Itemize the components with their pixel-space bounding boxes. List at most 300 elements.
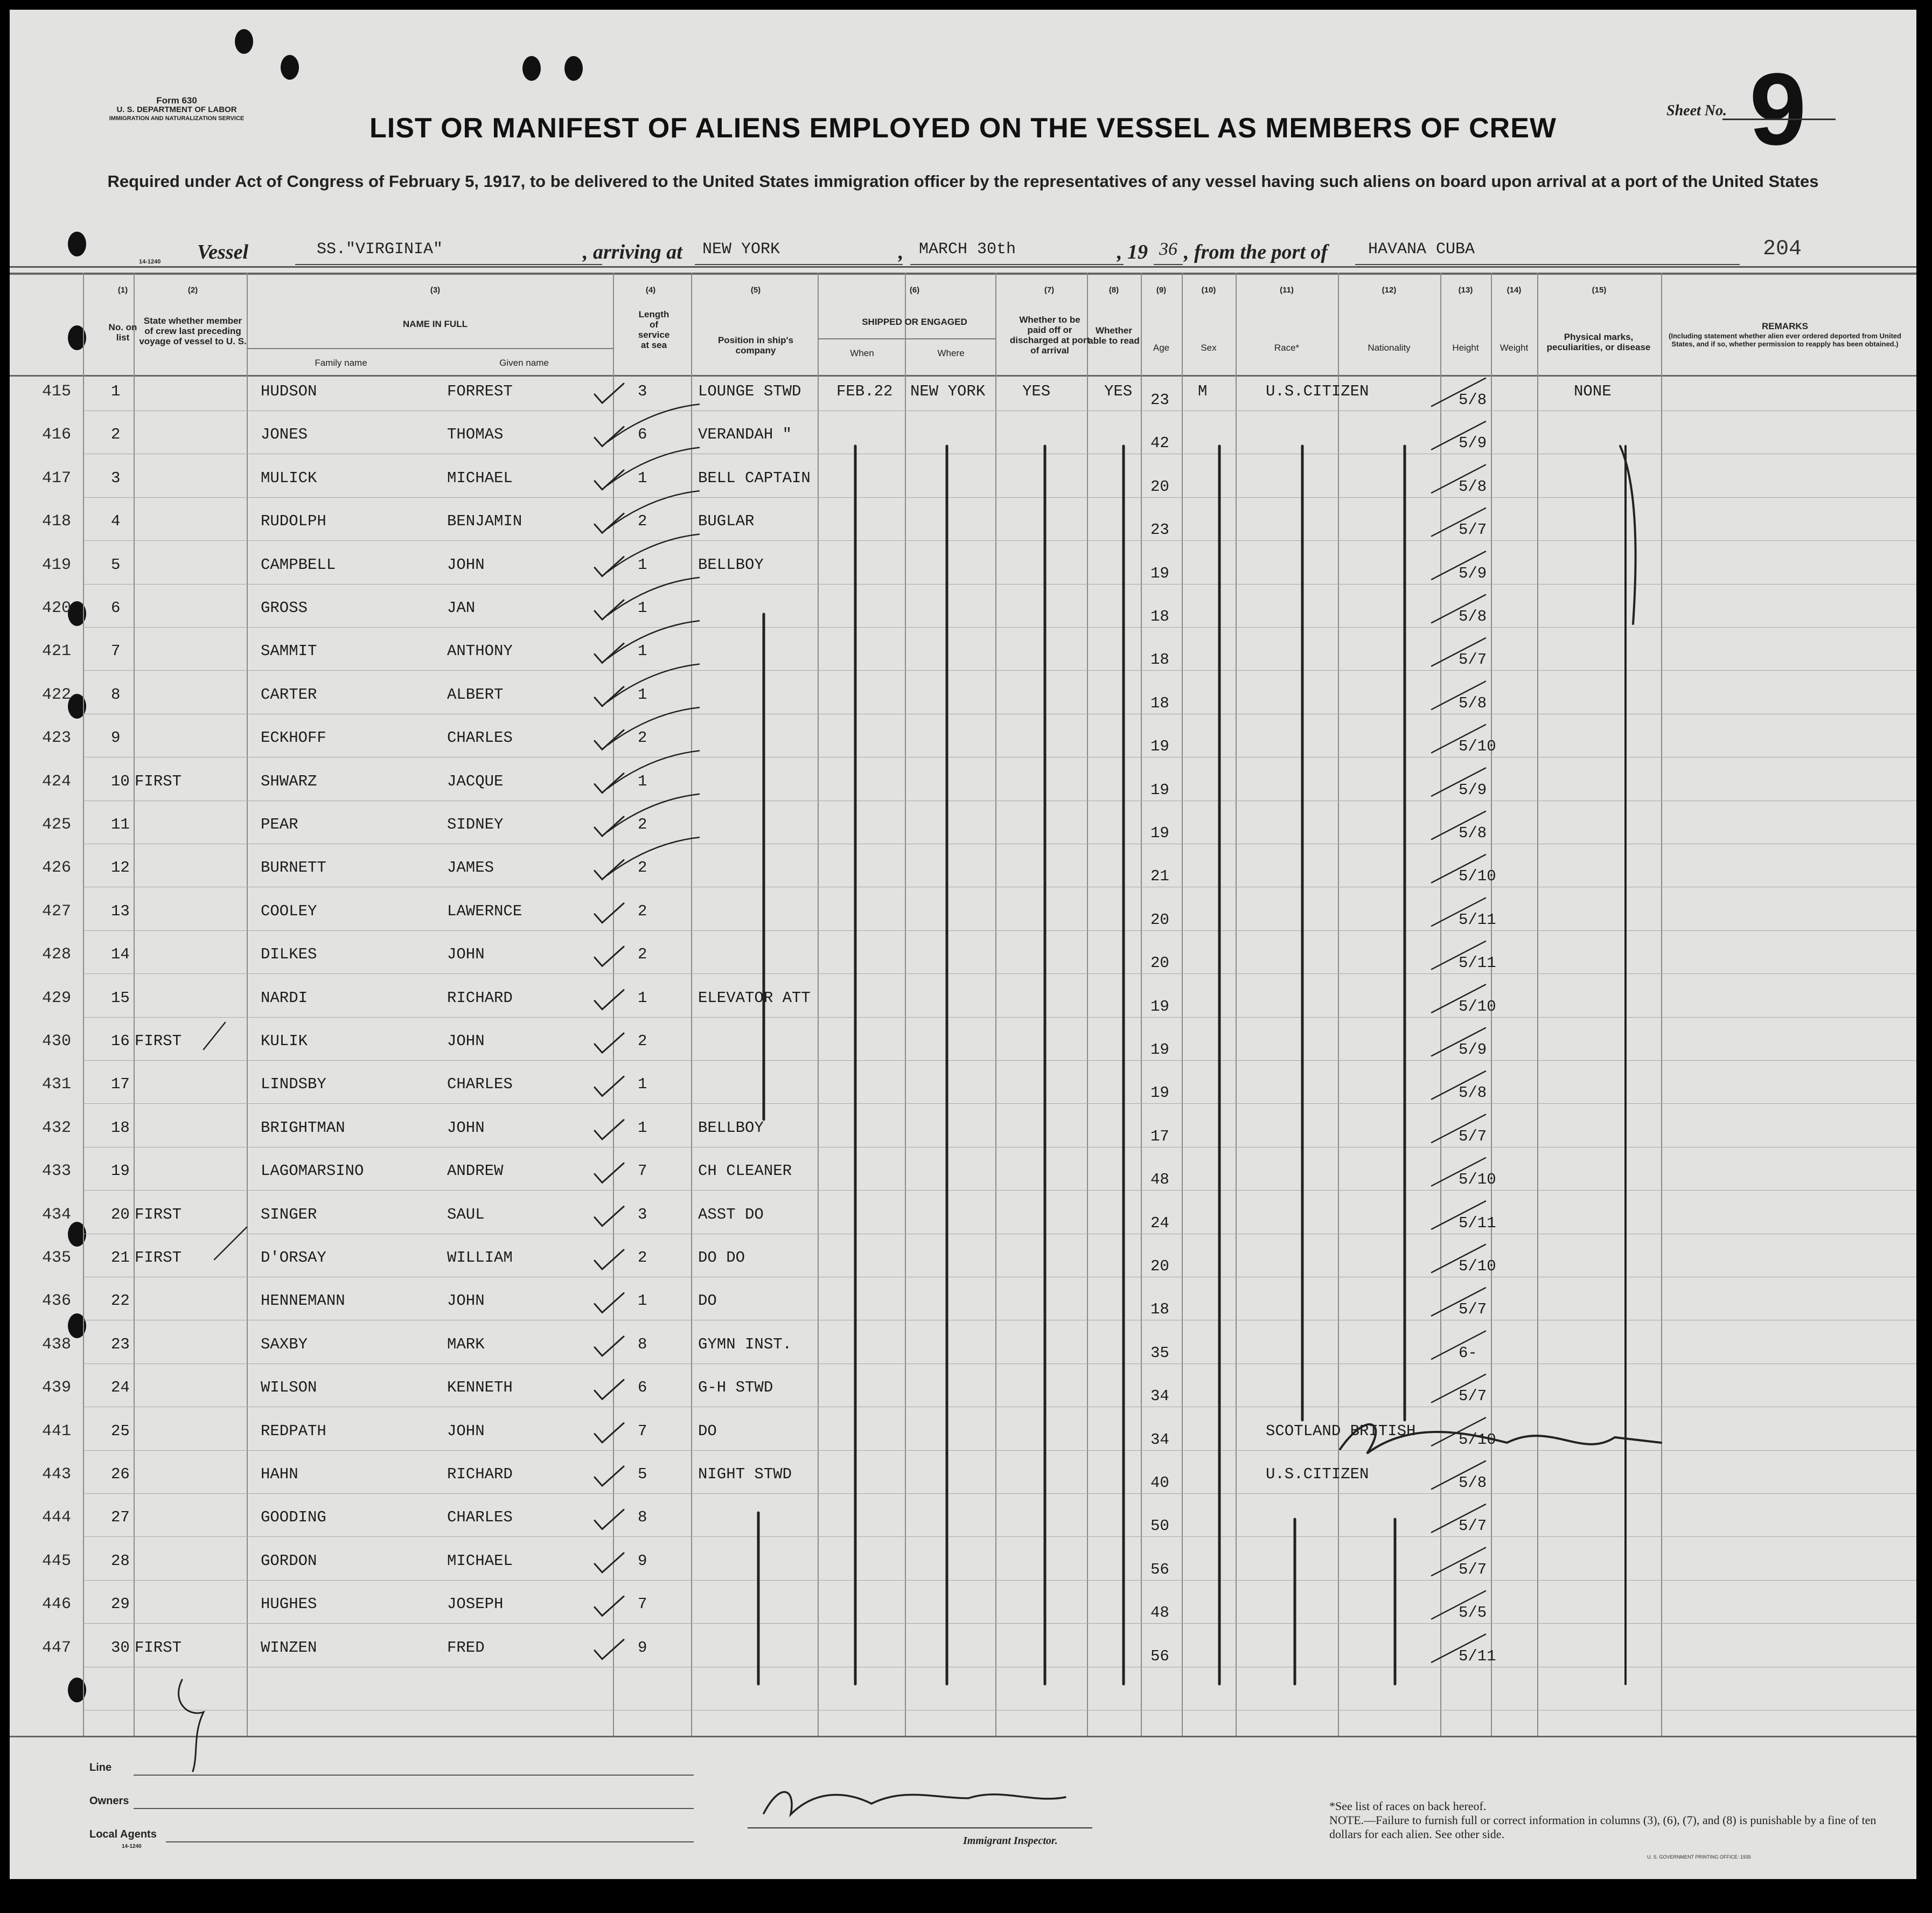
cell-pos: BELLBOY bbox=[698, 1118, 764, 1137]
service-curve-mark bbox=[608, 621, 699, 658]
cell-n: 13 bbox=[111, 902, 130, 920]
punch-hole bbox=[564, 56, 583, 81]
cell-n: 3 bbox=[111, 469, 121, 487]
footer-agents-label: Local Agents bbox=[89, 1828, 157, 1840]
cell-ht: 5/11 bbox=[1459, 1647, 1496, 1665]
cell-age: 20 bbox=[1150, 1257, 1169, 1275]
col3-number: (3) bbox=[430, 286, 441, 295]
margin-number: 444 bbox=[42, 1508, 72, 1527]
arrival-date: MARCH 30th bbox=[910, 240, 1124, 265]
cell-pos: BELLBOY bbox=[698, 555, 764, 574]
cell-fam: BRIGHTMAN bbox=[261, 1118, 345, 1137]
margin-number: 430 bbox=[42, 1032, 72, 1051]
cell-fam: GORDON bbox=[261, 1552, 317, 1570]
cell-ht: 5/10 bbox=[1459, 1257, 1496, 1275]
cell-prev: FIRST bbox=[135, 1032, 182, 1050]
row-rule bbox=[83, 1623, 1916, 1624]
cell-pos: DO bbox=[698, 1422, 717, 1440]
col4-header: Length of service at sea bbox=[638, 309, 670, 350]
arrival-year: 36 bbox=[1154, 240, 1183, 265]
cell-giv: WILLIAM bbox=[447, 1249, 513, 1267]
margin-number: 443 bbox=[42, 1465, 72, 1484]
margin-number: 436 bbox=[42, 1292, 72, 1311]
cell-svc: 1 bbox=[638, 685, 647, 704]
cell-age: 48 bbox=[1150, 1604, 1169, 1622]
cell-svc: 1 bbox=[638, 1118, 647, 1137]
sheet-number: 9 bbox=[1749, 52, 1807, 166]
check-mark bbox=[595, 1423, 624, 1443]
cell-n: 29 bbox=[111, 1595, 130, 1613]
check-mark bbox=[595, 1033, 624, 1053]
inspector-label: Immigrant Inspector. bbox=[963, 1835, 1058, 1847]
margin-number: 429 bbox=[42, 989, 72, 1007]
service-curve-mark bbox=[608, 664, 699, 702]
page-title: LIST OR MANIFEST OF ALIENS EMPLOYED ON THE VESSEL AS MEMBERS OF CREW bbox=[369, 113, 1557, 144]
cell-pos: ELEVATOR ATT bbox=[698, 989, 811, 1007]
cell-fam: JONES bbox=[261, 426, 308, 444]
footer-owners-label: Owners bbox=[89, 1795, 129, 1807]
cell-giv: CHARLES bbox=[447, 1508, 513, 1527]
cell-n: 10 bbox=[111, 772, 130, 790]
column-rule bbox=[995, 273, 996, 1736]
footer-line-label: Line bbox=[89, 1762, 112, 1773]
cell-n: 8 bbox=[111, 685, 121, 704]
col1-header: No. on list bbox=[108, 322, 137, 343]
cell-n: 24 bbox=[111, 1379, 130, 1397]
cell-ht: 5/11 bbox=[1459, 954, 1496, 972]
cell-ht: 5/10 bbox=[1459, 1171, 1496, 1189]
cell-fam: NARDI bbox=[261, 989, 308, 1007]
form-number-label: Form 630 bbox=[156, 95, 197, 106]
row-rule bbox=[83, 584, 1916, 585]
footnote bbox=[1319, 1799, 1884, 1841]
margin-number: 434 bbox=[42, 1205, 72, 1224]
table-bottom-rule bbox=[10, 1736, 1916, 1737]
cell-ht: 5/8 bbox=[1459, 1474, 1487, 1492]
cell-giv: JOHN bbox=[447, 1032, 485, 1050]
cell-fam: WINZEN bbox=[261, 1638, 317, 1657]
check-mark bbox=[595, 687, 624, 706]
service-curve-mark bbox=[608, 707, 699, 745]
cell-ht: 5/10 bbox=[1459, 867, 1496, 886]
cell-n: 15 bbox=[111, 989, 130, 1007]
check-mark bbox=[595, 1120, 624, 1139]
remarks-title: REMARKS bbox=[1762, 321, 1808, 331]
cell-age: 20 bbox=[1150, 910, 1169, 929]
cell-svc: 1 bbox=[638, 555, 647, 574]
footer-agents-field bbox=[166, 1841, 694, 1842]
col10-number: (10) bbox=[1201, 286, 1216, 295]
col7-number: (7) bbox=[1044, 286, 1055, 295]
cell-marks: NONE bbox=[1574, 382, 1612, 400]
row-rule bbox=[83, 930, 1916, 931]
column-rule bbox=[613, 273, 614, 1736]
cell-svc: 6 bbox=[638, 426, 647, 444]
cell-giv: RICHARD bbox=[447, 989, 513, 1007]
margin-number: 417 bbox=[42, 469, 72, 488]
cell-svc: 1 bbox=[638, 989, 647, 1007]
col9-header: Age bbox=[1153, 343, 1170, 353]
col9-number: (9) bbox=[1156, 286, 1167, 295]
cell-giv: THOMAS bbox=[447, 426, 504, 444]
cell-age: 56 bbox=[1150, 1647, 1169, 1665]
cell-age: 18 bbox=[1150, 608, 1169, 625]
cell-read: YES bbox=[1104, 382, 1133, 400]
cell-giv: MICHAEL bbox=[447, 469, 513, 487]
col5-number: (5) bbox=[750, 286, 761, 295]
cell-age: 18 bbox=[1150, 694, 1169, 712]
cell-giv: JOHN bbox=[447, 1292, 485, 1310]
column-rule bbox=[1141, 273, 1142, 1736]
cell-giv: SAUL bbox=[447, 1205, 485, 1223]
cell-svc: 1 bbox=[638, 772, 647, 790]
check-mark bbox=[595, 1553, 624, 1573]
cell-fam: HENNEMANN bbox=[261, 1292, 345, 1310]
manifest-sheet bbox=[10, 10, 1916, 1879]
cell-fam: LINDSBY bbox=[261, 1075, 326, 1094]
cell-fam: GOODING bbox=[261, 1508, 326, 1527]
cell-n: 18 bbox=[111, 1118, 130, 1137]
margin-number: 424 bbox=[42, 772, 72, 791]
cell-age: 40 bbox=[1150, 1474, 1169, 1492]
service-label: IMMIGRATION AND NATURALIZATION SERVICE bbox=[109, 115, 245, 122]
col14-number: (14) bbox=[1506, 286, 1522, 295]
check-mark bbox=[595, 470, 624, 490]
check-mark bbox=[595, 1076, 624, 1096]
date-comma: , bbox=[898, 241, 904, 263]
cell-pos: BUGLAR bbox=[698, 512, 755, 531]
margin-number: 422 bbox=[42, 685, 72, 704]
printing-office: U. S. GOVERNMENT PRINTING OFFICE: 1935 bbox=[1647, 1854, 1751, 1860]
cell-fam: SAXBY bbox=[261, 1335, 308, 1353]
cell-svc: 1 bbox=[638, 469, 647, 487]
cell-age: 34 bbox=[1150, 1430, 1169, 1449]
subheader-rule bbox=[818, 338, 995, 339]
margin-number: 415 bbox=[42, 382, 72, 401]
cell-fam: KULIK bbox=[261, 1032, 308, 1050]
cell-giv: JOHN bbox=[447, 945, 485, 964]
cell-giv: CHARLES bbox=[447, 1075, 513, 1094]
cell-n: 22 bbox=[111, 1292, 130, 1310]
page-subtitle: Required under Act of Congress of February 5, 1917, to be delivered to the United States immigration officer by the representatives of any vessel having such aliens on board upon arrival at a port of the United States bbox=[107, 172, 1819, 191]
cell-ht: 5/7 bbox=[1459, 651, 1487, 669]
cell-svc: 2 bbox=[638, 1032, 647, 1050]
cell-ht: 5/11 bbox=[1459, 1214, 1496, 1232]
cell-giv: JOSEPH bbox=[447, 1595, 504, 1613]
cell-giv: ANTHONY bbox=[447, 642, 513, 660]
cell-giv: FORREST bbox=[447, 382, 513, 400]
cell-pos: DO bbox=[698, 1292, 717, 1310]
cell-prev: FIRST bbox=[135, 1249, 182, 1267]
cell-age: 23 bbox=[1150, 521, 1169, 539]
row-rule bbox=[83, 627, 1916, 628]
arriving-label: , arriving at bbox=[583, 241, 682, 263]
row-rule bbox=[83, 1536, 1916, 1537]
col6-header: SHIPPED OR ENGAGED bbox=[862, 317, 967, 327]
cell-age: 19 bbox=[1150, 997, 1169, 1015]
cell-fam: CAMPBELL bbox=[261, 555, 336, 574]
cell-fam: DILKES bbox=[261, 945, 317, 964]
check-mark bbox=[595, 427, 624, 446]
cell-age: 21 bbox=[1150, 867, 1169, 886]
col12-header: Nationality bbox=[1368, 343, 1411, 353]
cell-age: 24 bbox=[1150, 1214, 1169, 1232]
cell-fam: SAMMIT bbox=[261, 642, 317, 660]
cell-pos: VERANDAH " bbox=[698, 426, 792, 444]
cell-age: 19 bbox=[1150, 1084, 1169, 1102]
col5-header: Position in ship's company bbox=[717, 335, 794, 356]
cell-fam: HAHN bbox=[261, 1465, 298, 1483]
cell-svc: 7 bbox=[638, 1422, 647, 1440]
cell-n: 16 bbox=[111, 1032, 130, 1050]
cell-svc: 1 bbox=[638, 642, 647, 660]
margin-number: 439 bbox=[42, 1379, 72, 1397]
cell-giv: KENNETH bbox=[447, 1379, 513, 1397]
cell-n: 14 bbox=[111, 945, 130, 964]
margin-number: 420 bbox=[42, 599, 72, 617]
cell-fam: CARTER bbox=[261, 685, 317, 704]
cell-n: 2 bbox=[111, 426, 121, 444]
cell-svc: 5 bbox=[638, 1465, 647, 1483]
col13-header: Height bbox=[1452, 343, 1479, 353]
check-mark bbox=[595, 1207, 624, 1226]
row-rule bbox=[83, 1190, 1916, 1191]
marks-ditto-line bbox=[1620, 446, 1636, 624]
cell-svc: 2 bbox=[638, 1249, 647, 1267]
punch-hole bbox=[68, 232, 86, 256]
cell-age: 20 bbox=[1150, 954, 1169, 972]
cell-ht: 5/10 bbox=[1459, 997, 1496, 1015]
cell-where: NEW YORK bbox=[910, 382, 986, 400]
cell-fam: MULICK bbox=[261, 469, 317, 487]
page-stamp: 204 bbox=[1763, 237, 1802, 261]
column-rule bbox=[1661, 273, 1662, 1736]
cell-ht: 5/7 bbox=[1459, 521, 1487, 539]
check-mark bbox=[595, 643, 624, 663]
cell-fam: D'ORSAY bbox=[261, 1249, 326, 1267]
margin-number: 435 bbox=[42, 1249, 72, 1267]
row-rule bbox=[83, 1060, 1916, 1061]
cell-n: 26 bbox=[111, 1465, 130, 1483]
service-curve-mark bbox=[608, 534, 699, 572]
col11-header: Race* bbox=[1274, 343, 1300, 353]
col7-header: Whether to be paid off or discharged at port of arrival bbox=[1009, 315, 1090, 356]
check-mark bbox=[595, 774, 624, 793]
cell-fam: LAGOMARSINO bbox=[261, 1162, 364, 1180]
service-curve-mark bbox=[608, 837, 699, 875]
cell-giv: SIDNEY bbox=[447, 816, 504, 833]
cell-fam: SINGER bbox=[261, 1205, 317, 1223]
cell-age: 19 bbox=[1150, 564, 1169, 582]
check-mark bbox=[595, 1293, 624, 1312]
year-prefix: , 19 bbox=[1117, 241, 1148, 263]
cell-giv: JOHN bbox=[447, 1422, 485, 1440]
cell-age: 18 bbox=[1150, 1300, 1169, 1319]
cell-ht: 5/8 bbox=[1459, 608, 1487, 625]
cell-age: 20 bbox=[1150, 477, 1169, 496]
cell-svc: 3 bbox=[638, 1205, 647, 1223]
cell-n: 20 bbox=[111, 1205, 130, 1223]
cell-giv: FRED bbox=[447, 1638, 485, 1657]
cell-ht: 5/7 bbox=[1459, 1517, 1487, 1535]
check-mark bbox=[595, 730, 624, 749]
cell-age: 23 bbox=[1150, 391, 1169, 409]
service-curve-mark bbox=[608, 491, 699, 531]
cell-age: 42 bbox=[1150, 434, 1169, 453]
cell-giv: JOHN bbox=[447, 555, 485, 574]
col12-number: (12) bbox=[1382, 286, 1397, 295]
footer-agents-form: 14-1240 bbox=[122, 1844, 142, 1849]
cell-fam: REDPATH bbox=[261, 1422, 326, 1440]
cell-giv: BENJAMIN bbox=[447, 512, 522, 531]
footer-line-field bbox=[134, 1775, 694, 1776]
margin-number: 418 bbox=[42, 512, 72, 531]
cell-pos: BELL CAPTAIN bbox=[698, 469, 811, 487]
row-rule bbox=[83, 540, 1916, 541]
cell-ht: 5/9 bbox=[1459, 781, 1487, 799]
cell-pos: CH CLEANER bbox=[698, 1162, 792, 1180]
cell-svc: 2 bbox=[638, 729, 647, 747]
margin-number: 421 bbox=[42, 642, 72, 661]
col3-header: NAME IN FULL bbox=[403, 319, 468, 329]
cell-svc: 1 bbox=[638, 1292, 647, 1310]
row-rule bbox=[83, 1103, 1916, 1104]
cell-ht: 5/9 bbox=[1459, 434, 1487, 453]
margin-number: 445 bbox=[42, 1552, 72, 1570]
column-rule bbox=[83, 273, 84, 1736]
margin-number: 441 bbox=[42, 1422, 72, 1441]
cell-fam: HUDSON bbox=[261, 382, 317, 400]
service-curve-mark bbox=[608, 578, 699, 615]
footer-owners-field bbox=[134, 1808, 694, 1809]
cell-fam: WILSON bbox=[261, 1379, 317, 1397]
vessel-label: Vessel bbox=[197, 241, 248, 263]
cell-when: FEB.22 bbox=[836, 382, 893, 400]
cell-svc: 8 bbox=[638, 1508, 647, 1527]
check-mark bbox=[595, 1250, 624, 1269]
column-rule bbox=[134, 273, 135, 1736]
service-curve-mark bbox=[608, 448, 699, 485]
cell-n: 27 bbox=[111, 1508, 130, 1527]
cell-pos: NIGHT STWD bbox=[698, 1465, 792, 1483]
col8-number: (8) bbox=[1108, 286, 1119, 295]
cell-n: 23 bbox=[111, 1335, 130, 1353]
cell-ht: 5/9 bbox=[1459, 1041, 1487, 1059]
remarks-header: (Including statement whether alien ever ordered deported from United States, and if so, whether permission to reapply has been obtained.) bbox=[1669, 332, 1901, 348]
cell-fam: RUDOLPH bbox=[261, 512, 326, 531]
cell-ht: 5/8 bbox=[1459, 391, 1487, 409]
subheader-rule bbox=[247, 348, 613, 349]
cell-n: 30 bbox=[111, 1638, 130, 1657]
col2-number: (2) bbox=[187, 286, 198, 295]
margin-number: 428 bbox=[42, 945, 72, 964]
check-mark bbox=[595, 384, 624, 403]
row-rule bbox=[83, 1580, 1916, 1581]
prev-voyage-tick bbox=[204, 1022, 225, 1049]
check-mark bbox=[595, 1163, 624, 1182]
col1-number: (1) bbox=[117, 286, 128, 295]
cell-prev: FIRST bbox=[135, 1205, 182, 1223]
check-mark bbox=[595, 860, 624, 879]
margin-number: 431 bbox=[42, 1075, 72, 1094]
check-mark bbox=[595, 990, 624, 1010]
cell-ht: 5/9 bbox=[1459, 564, 1487, 582]
departure-port: HAVANA CUBA bbox=[1355, 240, 1740, 265]
check-mark bbox=[595, 1380, 624, 1399]
cell-n: 6 bbox=[111, 599, 121, 617]
check-mark bbox=[595, 600, 624, 620]
cell-age: 48 bbox=[1150, 1171, 1169, 1189]
cell-ht: 5/8 bbox=[1459, 694, 1487, 712]
cell-age: 56 bbox=[1150, 1560, 1169, 1578]
cell-fam: GROSS bbox=[261, 599, 308, 617]
margin-number: 427 bbox=[42, 902, 72, 921]
col11-number: (11) bbox=[1280, 286, 1294, 295]
cell-sex: M bbox=[1198, 382, 1208, 400]
cell-n: 28 bbox=[111, 1552, 130, 1570]
row-rule bbox=[83, 670, 1916, 671]
cell-age: 34 bbox=[1150, 1387, 1169, 1406]
sheet-label: Sheet No. bbox=[1666, 102, 1727, 119]
inspector-signature-line bbox=[748, 1827, 1092, 1828]
inspector-signature bbox=[764, 1792, 1065, 1814]
cell-race: U.S.CITIZEN bbox=[1266, 1465, 1369, 1483]
cell-giv: JACQUE bbox=[447, 772, 504, 790]
cell-n: 12 bbox=[111, 859, 130, 877]
cell-ht: 5/7 bbox=[1459, 1560, 1487, 1578]
sheet-underline bbox=[1722, 119, 1836, 120]
cell-pos: GYMN INST. bbox=[698, 1335, 792, 1353]
header-bottom-rule bbox=[10, 375, 1916, 377]
check-mark bbox=[595, 1596, 624, 1616]
col4-number: (4) bbox=[645, 286, 656, 295]
initial-mark bbox=[179, 1680, 204, 1771]
form-small-number: 14-1240 bbox=[139, 259, 161, 265]
check-mark bbox=[595, 513, 624, 533]
cell-prev: FIRST bbox=[135, 772, 182, 790]
margin-number: 447 bbox=[42, 1638, 72, 1657]
cell-giv: MICHAEL bbox=[447, 1552, 513, 1570]
cell-svc: 3 bbox=[638, 382, 647, 400]
cell-ht: 5/5 bbox=[1459, 1604, 1487, 1622]
cell-race: U.S.CITIZEN bbox=[1266, 382, 1369, 400]
col14-header: Weight bbox=[1499, 343, 1529, 353]
cell-fam: SHWARZ bbox=[261, 772, 317, 790]
cell-ht: 6- bbox=[1459, 1344, 1477, 1362]
punch-hole bbox=[281, 55, 299, 80]
cell-svc: 2 bbox=[638, 512, 647, 531]
column-rule bbox=[247, 273, 248, 1736]
check-mark bbox=[595, 903, 624, 923]
cell-fam: COOLEY bbox=[261, 902, 317, 920]
cell-giv: JAMES bbox=[447, 859, 494, 877]
cell-fam: PEAR bbox=[261, 816, 298, 833]
cell-age: 17 bbox=[1150, 1127, 1169, 1145]
cell-svc: 2 bbox=[638, 902, 647, 920]
cell-ht: 5/7 bbox=[1459, 1387, 1487, 1406]
cell-svc: 2 bbox=[638, 816, 647, 833]
column-rule bbox=[1236, 273, 1237, 1736]
cell-age: 19 bbox=[1150, 1041, 1169, 1059]
cell-ht: 5/8 bbox=[1459, 1084, 1487, 1102]
column-rule bbox=[818, 273, 819, 1736]
cell-giv: JAN bbox=[447, 599, 476, 617]
service-curve-mark bbox=[608, 404, 699, 442]
cell-n: 1 bbox=[111, 382, 121, 400]
margin-number: 433 bbox=[42, 1162, 72, 1181]
cell-svc: 8 bbox=[638, 1335, 647, 1353]
margin-number: 432 bbox=[42, 1118, 72, 1137]
